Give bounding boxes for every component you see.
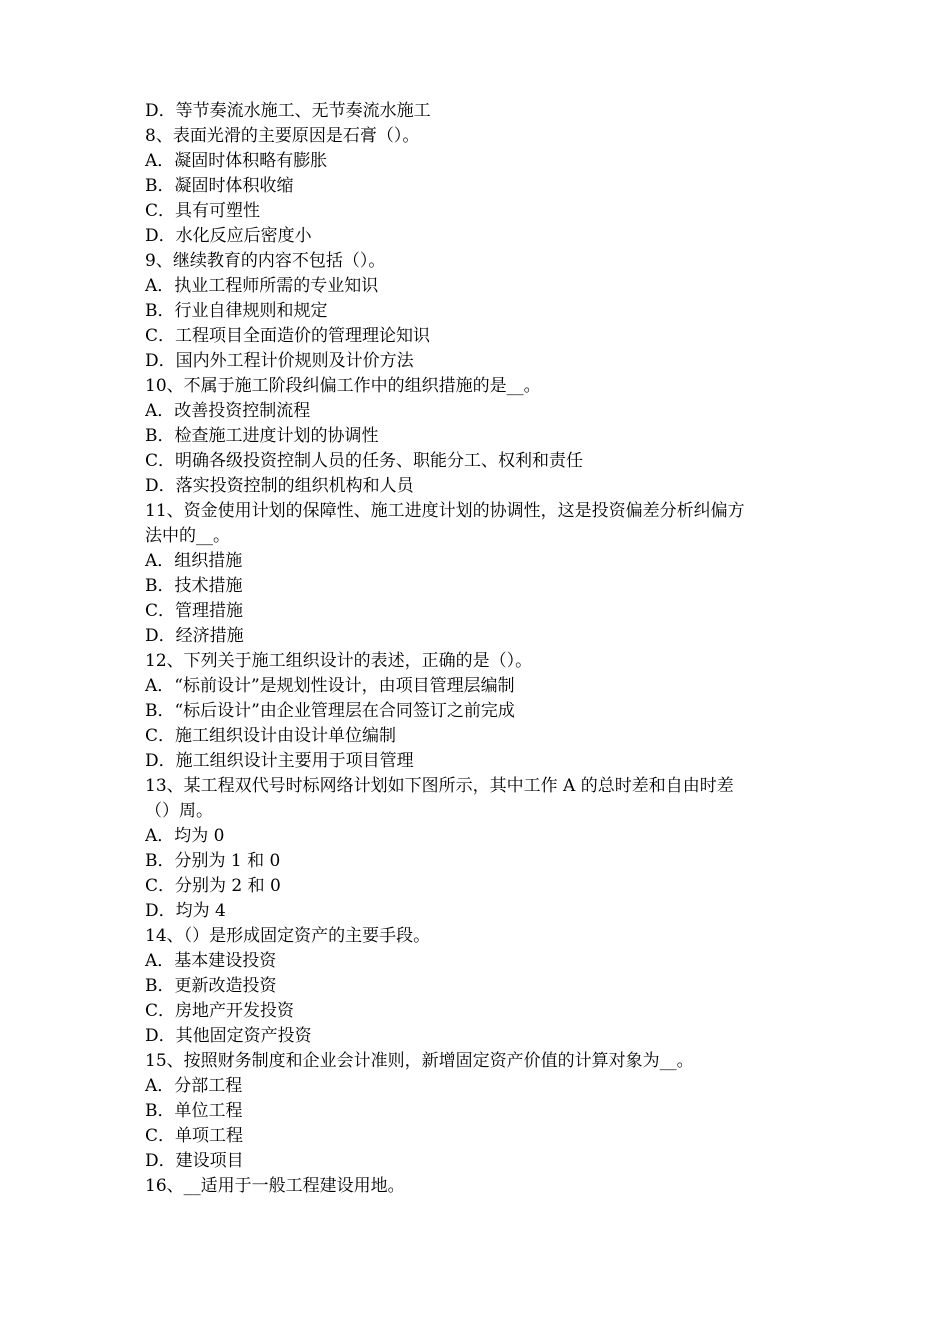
question-10: 10、不属于施工阶段纠偏工作中的组织措施的是__。 — [145, 376, 541, 396]
option-a: A．组织措施 — [145, 551, 243, 571]
option-d: D．经济措施 — [145, 626, 244, 646]
option-c: C．分别为 2 和 0 — [145, 876, 281, 896]
option-d: D．均为 4 — [145, 901, 226, 921]
option-b: B．检查施工进度计划的协调性 — [145, 426, 379, 446]
option-b: B．技术措施 — [145, 576, 243, 596]
option-c: C．明确各级投资控制人员的任务、职能分工、权利和责任 — [145, 451, 584, 471]
question-8: 8、表面光滑的主要原因是石膏（）。 — [145, 126, 420, 146]
question-15: 15、按照财务制度和企业会计准则，新增固定资产价值的计算对象为__。 — [145, 1051, 694, 1071]
option-c: C．管理措施 — [145, 601, 244, 621]
question-9: 9、继续教育的内容不包括（）。 — [145, 251, 386, 271]
question-13: 13、某工程双代号时标网络计划如下图所示，其中工作 A 的总时差和自由时差 — [145, 776, 734, 796]
option-b: B．单位工程 — [145, 1101, 243, 1121]
option-c: C．单项工程 — [145, 1126, 244, 1146]
option-a: A．改善投资控制流程 — [145, 401, 311, 421]
option-a: A．分部工程 — [145, 1076, 243, 1096]
option-b: B．凝固时体积收缩 — [145, 176, 294, 196]
option-a: A．凝固时体积略有膨胀 — [145, 151, 328, 171]
question-11: 11、资金使用计划的保障性、施工进度计划的协调性，这是投资偏差分析纠偏方 — [145, 501, 745, 521]
text-line: D．等节奏流水施工、无节奏流水施工 — [145, 101, 431, 121]
question-12: 12、下列关于施工组织设计的表述，正确的是（）。 — [145, 651, 533, 671]
option-a: A．执业工程师所需的专业知识 — [145, 276, 379, 296]
option-c: C．房地产开发投资 — [145, 1001, 295, 1021]
option-c: C．施工组织设计由设计单位编制 — [145, 726, 397, 746]
question-13-continued: （）周。 — [145, 801, 213, 821]
option-a: A．基本建设投资 — [145, 951, 277, 971]
option-d: D．施工组织设计主要用于项目管理 — [145, 751, 414, 771]
question-14: 14、（）是形成固定资产的主要手段。 — [145, 926, 431, 946]
option-b: B．行业自律规则和规定 — [145, 301, 328, 321]
option-d: D．水化反应后密度小 — [145, 226, 312, 246]
document-body — [145, 99, 810, 1199]
option-d: D．建设项目 — [145, 1151, 244, 1171]
option-b: B．“标后设计”由企业管理层在合同签订之前完成 — [145, 701, 515, 721]
option-d: D．国内外工程计价规则及计价方法 — [145, 351, 414, 371]
option-b: B．分别为 1 和 0 — [145, 851, 281, 871]
option-b: B．更新改造投资 — [145, 976, 277, 996]
option-c: C．具有可塑性 — [145, 201, 261, 221]
option-d: D．落实投资控制的组织机构和人员 — [145, 476, 414, 496]
question-16: 16、__适用于一般工程建设用地。 — [145, 1176, 405, 1196]
option-a: A．“标前设计”是规划性设计，由项目管理层编制 — [145, 676, 515, 696]
option-a: A．均为 0 — [145, 826, 225, 846]
option-d: D．其他固定资产投资 — [145, 1026, 312, 1046]
option-c: C．工程项目全面造价的管理理论知识 — [145, 326, 431, 346]
question-11-continued: 法中的__。 — [145, 526, 230, 546]
